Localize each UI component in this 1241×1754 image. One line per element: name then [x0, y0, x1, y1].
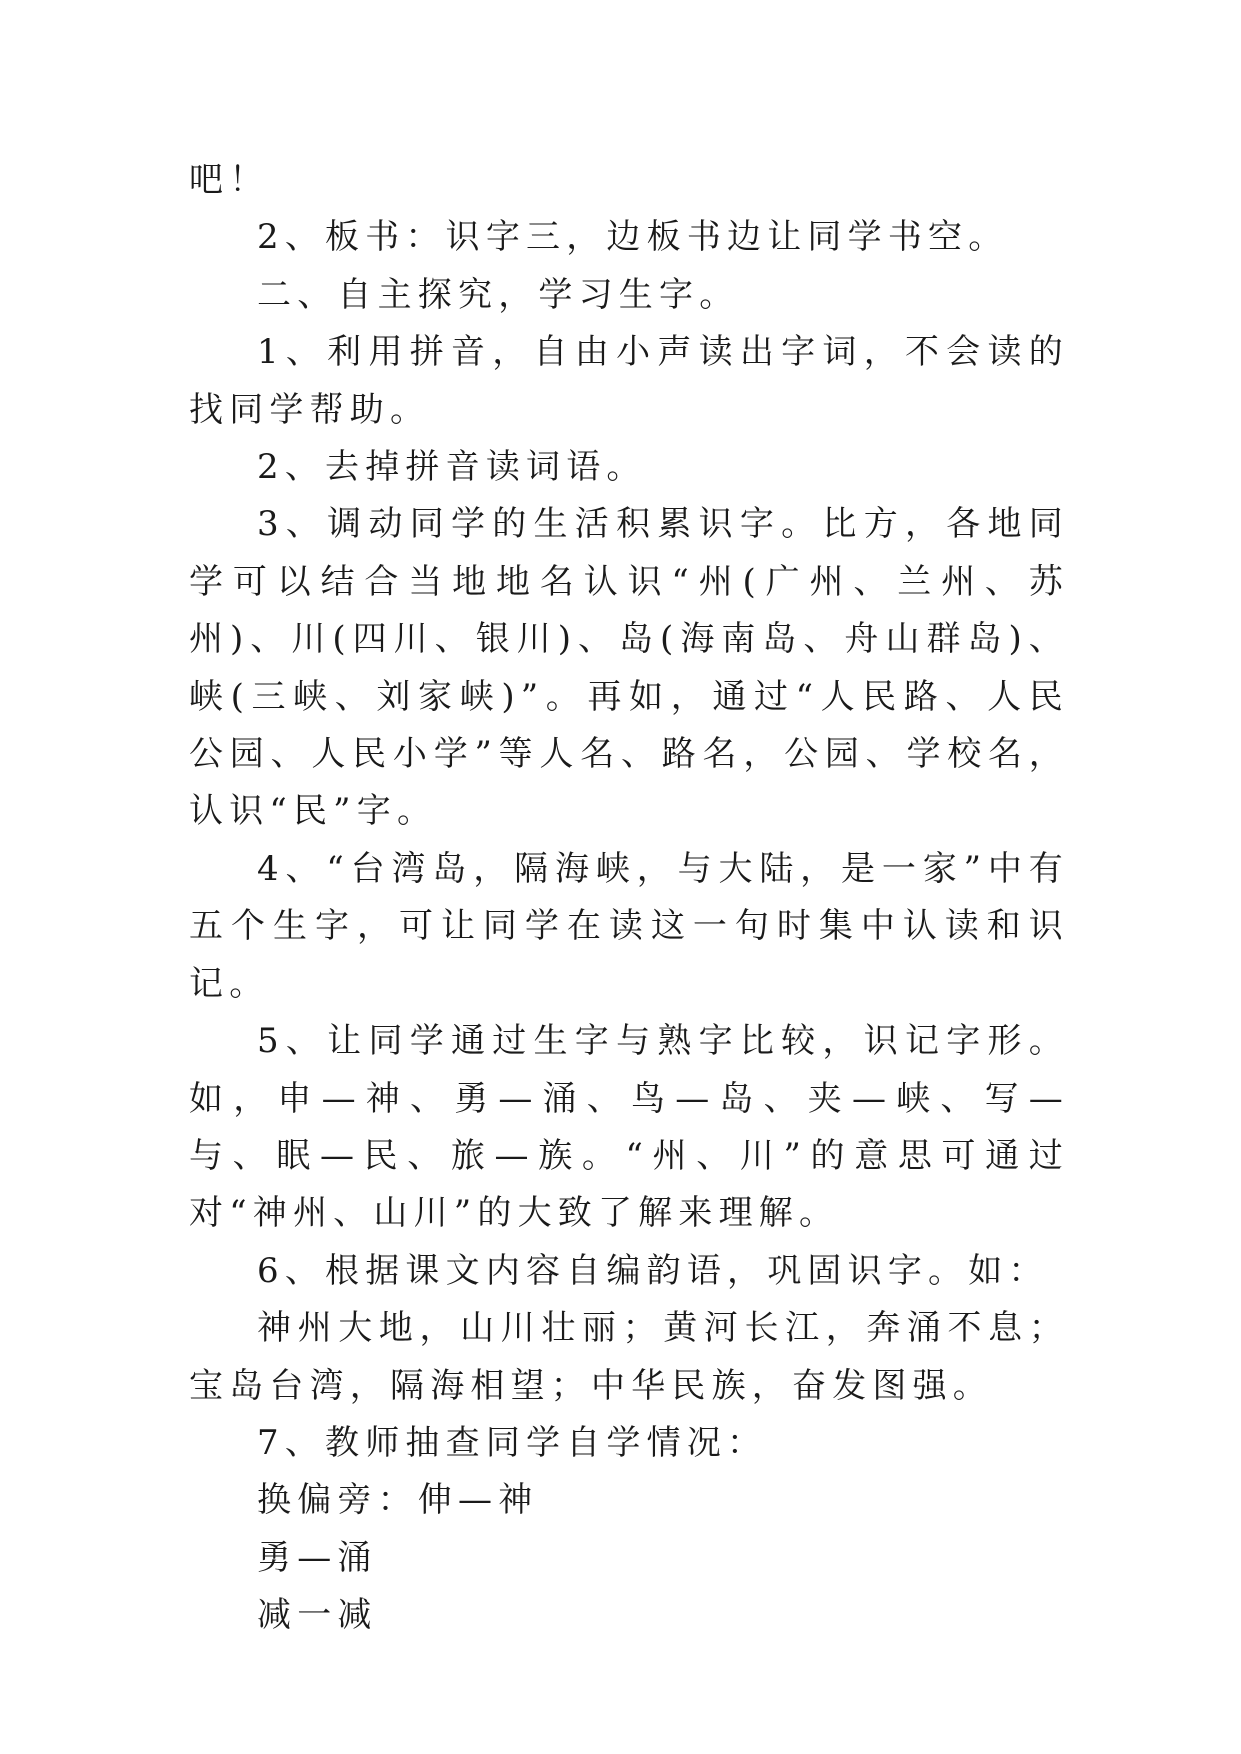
- paragraph-step-7: 7、教师抽查同学自学情况：: [257, 1422, 768, 1463]
- paragraph-step-5: 5、让同学通过生字与熟字比较，识记字形。如，申—神、勇—涌、鸟—岛、夹—峡、写—与、眠—民、旅—族。“州、川”的意思可通过对“神州、山川”的大致了解来理解。: [189, 1021, 1069, 1234]
- document-body: [189, 152, 1069, 1645]
- paragraph-blackboard: 2、板书：识字三，边板书边让同学书空。: [257, 217, 1009, 258]
- paragraph-step-6: 6、根据课文内容自编韵语，巩固识字。如：: [257, 1250, 1049, 1291]
- line-change-radical: 换偏旁：伸—神: [257, 1480, 539, 1521]
- paragraph-step-2: 2、去掉拼音读词语。: [257, 447, 647, 488]
- paragraph-step-1: 1、利用拼音，自由小声读出字词，不会读的找同学帮助。: [189, 332, 1069, 430]
- paragraph-step-3: 3、调动同学的生活积累识字。比方，各地同学可以结合当地地名认识“州(广州、兰州、苏州)、川(四川、银川)、岛(海南岛、舟山群岛)、峡(三峡、刘家峡)”。再如，通过“人民路、人民公园、人民小学”等人名、路名，公园、学校名，认识“民”字。: [189, 504, 1069, 832]
- section-heading-explore: 二、自主探究，学习生字。: [257, 274, 740, 315]
- paragraph-continuation: 吧！: [189, 160, 270, 200]
- line-yong-yong: 勇—涌: [257, 1537, 378, 1578]
- line-subtract: 减一减: [257, 1595, 378, 1636]
- paragraph-step-4: 4、“台湾岛，隔海峡，与大陆，是一家”中有五个生字，可让同学在读这一句时集中认读和识记。: [189, 848, 1069, 1004]
- paragraph-rhyme: 神州大地，山川壮丽；黄河长江，奔涌不息；宝岛台湾，隔海相望；中华民族，奋发图强。: [189, 1308, 1069, 1406]
